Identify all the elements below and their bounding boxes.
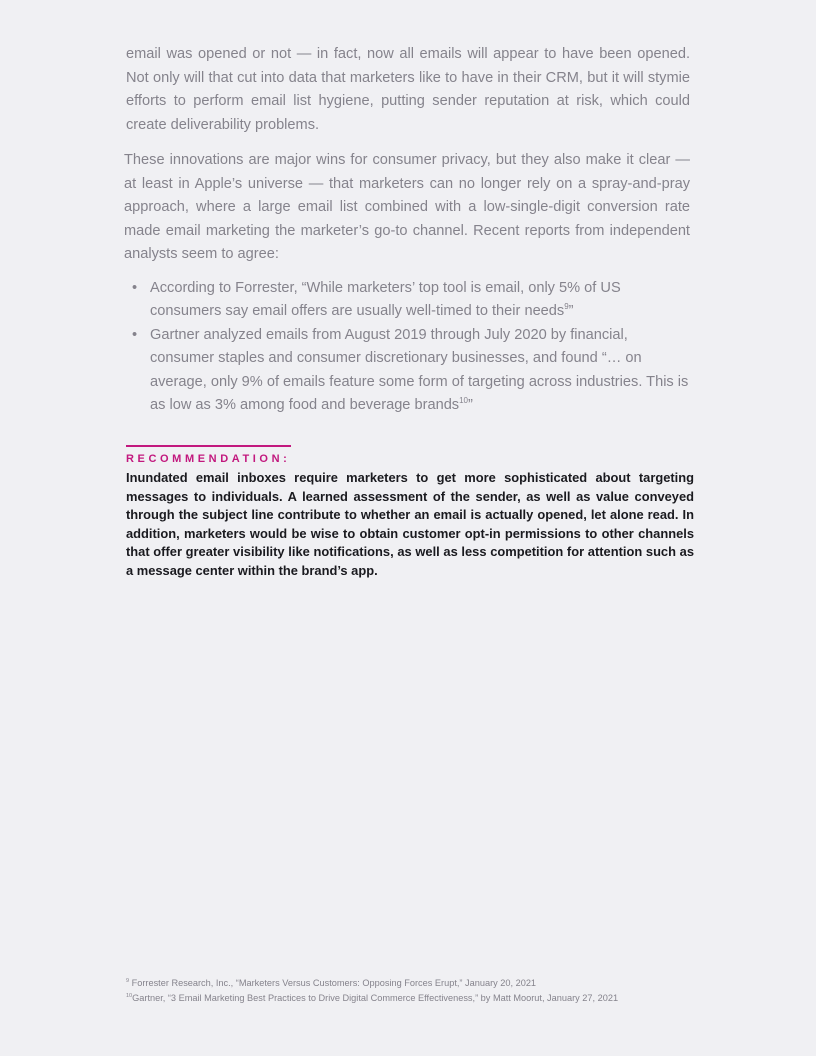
recommendation-text: Inundated email inboxes require marketers to get more sophisticated about targeting messages to individuals. A learned assessment of the sender, as well as value conveyed through the subject line contribute to whether an email is actually opened, let alone read. In addition, marketers would be wise to obtain customer opt-in permissions to other channels that offer greater visibility like notifications, as well as less competition for attention such as a message center within the brand’s app. [126,470,694,578]
footnote-number: 10 [126,992,133,999]
footnote-ref: 10 [459,396,469,406]
footnote-9 [126,976,726,991]
bullet-text: According to Forrester, “While marketers’ top tool is email, only 5% of US consumers say email offers are usually well-timed to their needs [150,279,621,319]
footnote-ref: 9 [564,302,569,312]
recommendation-divider [126,445,291,447]
quote-close: ” [468,397,473,413]
list-item-gartner [126,324,690,418]
footnote-text: Forrester Research, Inc., “Marketers Versus Customers: Opposing Forces Erupt,” January 20, 2021 [131,978,537,988]
quote-close: ” [568,303,574,319]
recommendation-label: RECOMMENDATION: [126,453,291,465]
body-content [126,43,690,418]
footnote-10 [126,991,726,1006]
footnote-text: Gartner, “3 Email Marketing Best Practices to Drive Digital Commerce Effectiveness,” by Matt Moorut, January 27, 2021 [132,993,619,1003]
paragraph-privacy-innovations: These innovations are major wins for consumer privacy, but they also make it clear — at least in Apple’s universe — that marketers can no longer rely on a spray-and-pray approach, where a large email list combined with a low-single-digit conversion rate made email marketing the marketer’s go-to channel. Recent reports from independent analysts seem to agree: [124,152,690,262]
bullet-text: Gartner analyzed emails from August 2019 through July 2020 by financial, consumer staples and consumer discretionary businesses, and found “… on average, only 9% of emails feature some form of targeting across industries. This is as low as 3% among food and beverage brands [150,326,689,413]
bullet-marker: • [132,326,138,343]
paragraph-email-opened: email was opened or not — in fact, now all emails will appear to have been opened. Not only will that cut into data that marketers like to have in their CRM, but it will stymie efforts to perform email list hygiene, putting sender reputation at risk, which could create deliverability problems. [126,46,690,133]
list-item-forrester [126,277,690,324]
bullet-marker: • [132,279,138,296]
footnote-number: 9 [126,977,130,984]
analyst-quotes-list [126,277,690,418]
footnotes [126,976,726,1006]
